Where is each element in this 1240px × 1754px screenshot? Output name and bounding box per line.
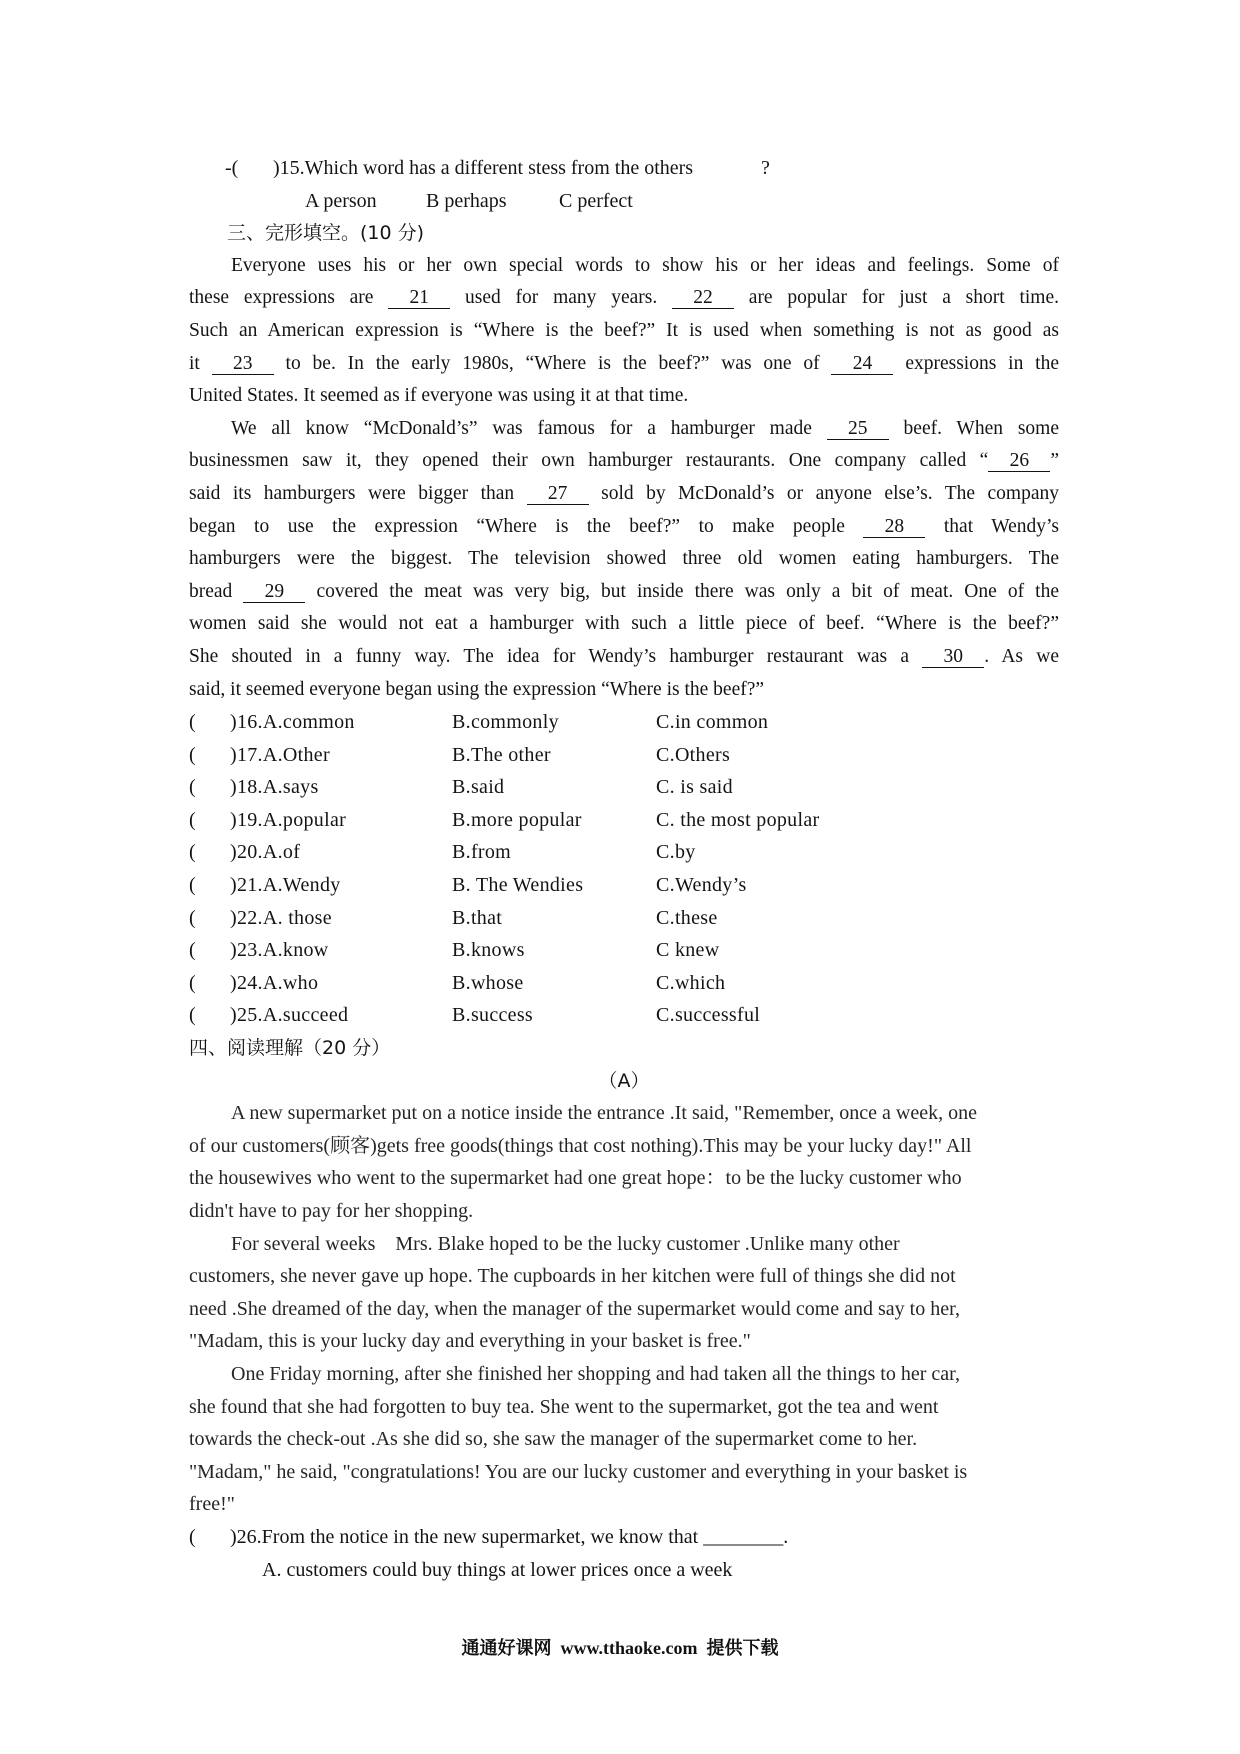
option-a: )18.A.says xyxy=(230,776,319,799)
answer-bracket: ( xyxy=(189,939,196,962)
answer-bracket: -( xyxy=(225,157,239,179)
cloze-text: We all know “McDonald’s” was famous for a hamburger made xyxy=(231,417,827,439)
answer-bracket: ( xyxy=(189,874,196,897)
option-b: B.knows xyxy=(452,939,525,962)
option-a: )16.A.common xyxy=(230,711,355,734)
option-row xyxy=(189,706,1059,739)
cloze-text: She shouted in a funny way. The idea for Wendy’s hamburger restaurant was a xyxy=(189,645,923,667)
reading-line: didn't have to pay for her shopping. xyxy=(189,1200,474,1222)
reading-line: of our customers(顾客)gets free goods(things that cost nothing).This may be your lucky day!" All xyxy=(189,1134,972,1157)
cloze-text: ” xyxy=(1050,450,1059,472)
option-a: )17.A.Other xyxy=(230,743,330,766)
cloze-text: said, it seemed everyone began using the expression “Where is the beef?” xyxy=(189,678,765,700)
answer-bracket: ( xyxy=(189,906,196,929)
reading-line: A new supermarket put on a notice inside the entrance .It said, "Remember, once a week, one xyxy=(231,1102,977,1125)
reading-line: she found that she had forgotten to buy tea. She went to the supermarket, got the tea and went xyxy=(189,1395,939,1418)
option-c: C.successful xyxy=(656,1004,761,1027)
option-c: C.in common xyxy=(656,711,769,734)
cloze-text: began to use the expression “Where is the beef?” to make people xyxy=(189,515,864,537)
option-c: C.by xyxy=(656,841,696,864)
question-15-options xyxy=(189,185,1059,218)
option-row xyxy=(189,934,1059,967)
cloze-text: these expressions are xyxy=(189,287,389,309)
option-row xyxy=(189,836,1059,869)
option-a: )22.A. those xyxy=(230,906,332,929)
option-b: B.more popular xyxy=(452,808,582,831)
cloze-text: . As we xyxy=(984,645,1059,667)
cloze-text: that Wendy’s xyxy=(925,515,1059,537)
reading-line: "Madam, this is your lucky day and everything in your basket is free." xyxy=(189,1330,751,1353)
option-b: B.The other xyxy=(452,743,551,766)
cloze-line xyxy=(189,445,1059,478)
cloze-line xyxy=(189,413,1059,446)
option-c: C. the most popular xyxy=(656,808,820,831)
part-a-label: （A） xyxy=(598,1069,650,1092)
option-b: B perhaps xyxy=(426,189,507,212)
option-row xyxy=(189,967,1059,1000)
cloze-line xyxy=(189,608,1059,641)
option-c: C.Wendy’s xyxy=(656,874,747,897)
reading-line: towards the check-out .As she did so, she saw the manager of the supermarket come to her. xyxy=(189,1428,918,1451)
option-a: )24.A.who xyxy=(230,971,319,994)
option-row xyxy=(189,771,1059,804)
cloze-line xyxy=(189,576,1059,609)
exam-page xyxy=(189,152,1059,1586)
option-b: B.success xyxy=(452,1004,534,1027)
cloze-blank: 29 xyxy=(243,581,305,603)
cloze-text: beef. When some xyxy=(888,417,1059,439)
cloze-line xyxy=(189,348,1059,381)
reading-line: "Madam," he said, "congratulations! You are our lucky customer and everything in your basket is xyxy=(189,1460,968,1483)
reading-passage-a xyxy=(189,1097,1059,1521)
cloze-passage xyxy=(189,250,1059,706)
reading-line: customers, she never gave up hope. The cupboards in her kitchen were full of things she did not xyxy=(189,1265,956,1288)
answer-bracket: ( xyxy=(189,971,196,994)
option-row xyxy=(189,804,1059,837)
answer-bracket: ( xyxy=(189,808,196,831)
question-26-option-a xyxy=(189,1554,1059,1587)
option-a: )25.A.succeed xyxy=(230,1004,349,1027)
option-c: C knew xyxy=(656,939,720,962)
option-a: )23.A.know xyxy=(230,939,329,962)
option-a: A. customers could buy things at lower prices once a week xyxy=(262,1558,733,1581)
cloze-blank: 30 xyxy=(922,646,984,668)
option-row xyxy=(189,999,1059,1032)
reading-line: For several weeks Mrs. Blake hoped to be the lucky customer .Unlike many other xyxy=(231,1232,900,1255)
cloze-text: to be. In the early 1980s, “Where is the beef?” was one of xyxy=(273,352,832,374)
option-b: B.commonly xyxy=(452,711,559,734)
cloze-line xyxy=(189,478,1059,511)
cloze-blank: 21 xyxy=(388,287,450,309)
cloze-text: United States. It seemed as if everyone was using it at that time. xyxy=(189,385,689,407)
cloze-text: are popular for just a short time. xyxy=(734,287,1059,309)
answer-bracket: ( xyxy=(189,776,196,799)
option-c: C.Others xyxy=(656,743,731,766)
cloze-text: businessmen saw it, they opened their own hamburger restaurants. One company called “ xyxy=(189,450,989,472)
cloze-text: bread xyxy=(189,580,244,602)
question-stem: )26.From the notice in the new supermarket, we know that ________. xyxy=(230,1525,789,1548)
cloze-blank: 23 xyxy=(212,353,274,375)
question-26 xyxy=(189,1521,1059,1554)
cloze-blank: 27 xyxy=(527,483,589,505)
question-mark: ? xyxy=(761,157,770,179)
question-stem: )15.Which word has a different stess from the others xyxy=(273,157,694,179)
section-4-title: 四、阅读理解（20 分） xyxy=(189,1037,391,1060)
option-b: B.said xyxy=(452,776,505,799)
option-c: C. is said xyxy=(656,776,733,799)
answer-bracket: ( xyxy=(189,711,196,734)
cloze-blank: 22 xyxy=(672,287,734,309)
cloze-text: sold by McDonald’s or anyone else’s. The company xyxy=(588,482,1060,504)
cloze-text: used for many years. xyxy=(450,287,672,309)
cloze-text: women said she would not eat a hamburger with such a little piece of beef. “Where is the beef?” xyxy=(189,613,1059,635)
footer-source: 通通好课网 www.tthaoke.com 提供下载 xyxy=(461,1638,779,1658)
cloze-line xyxy=(189,543,1059,576)
option-row xyxy=(189,869,1059,902)
section-3-heading xyxy=(189,217,1059,250)
option-b: B.that xyxy=(452,906,503,929)
cloze-blank: 24 xyxy=(831,353,893,375)
answer-bracket: ( xyxy=(189,743,196,766)
reading-line: the housewives who went to the supermarket had one great hope：to be the lucky customer who xyxy=(189,1167,962,1190)
option-b: B.from xyxy=(452,841,512,864)
cloze-text: it xyxy=(189,352,212,374)
cloze-blank: 28 xyxy=(863,516,925,538)
question-15 xyxy=(189,152,1059,185)
cloze-line xyxy=(189,674,1059,707)
answer-bracket: ( xyxy=(189,1004,196,1027)
option-c: C.which xyxy=(656,971,726,994)
cloze-line xyxy=(189,641,1059,674)
cloze-blank: 25 xyxy=(827,418,889,440)
cloze-options xyxy=(189,706,1059,1032)
cloze-text: hamburgers were the biggest. The television showed three old women eating hamburgers. The xyxy=(189,548,1059,570)
section-4-heading xyxy=(189,1032,1059,1065)
option-a: A person xyxy=(305,189,377,212)
option-row xyxy=(189,739,1059,772)
cloze-text: expressions in the xyxy=(893,352,1059,374)
cloze-text: covered the meat was very big, but inside there was only a bit of meat. One of the xyxy=(305,580,1059,602)
option-c: C perfect xyxy=(559,189,633,212)
reading-line: One Friday morning, after she finished her shopping and had taken all the things to her car, xyxy=(231,1362,961,1385)
section-3-title: 三、完形填空。(10 分) xyxy=(227,222,425,245)
cloze-text: said its hamburgers were bigger than xyxy=(189,482,527,504)
cloze-text: Such an American expression is “Where is the beef?” It is used when something is not as good as xyxy=(189,319,1059,341)
option-b: B. The Wendies xyxy=(452,874,584,897)
cloze-line xyxy=(189,380,1059,413)
reading-line: free!" xyxy=(189,1493,235,1516)
option-a: )20.A.of xyxy=(230,841,301,864)
cloze-text: Everyone uses his or her own special words to show his or her ideas and feelings. Some of xyxy=(231,254,1059,276)
reading-line: need .She dreamed of the day, when the manager of the supermarket would come and say to her, xyxy=(189,1297,960,1320)
option-a: )19.A.popular xyxy=(230,808,347,831)
cloze-line xyxy=(189,511,1059,544)
option-b: B.whose xyxy=(452,971,524,994)
answer-bracket: ( xyxy=(189,841,196,864)
cloze-blank: 26 xyxy=(988,450,1050,472)
cloze-line xyxy=(189,250,1059,283)
answer-bracket: ( xyxy=(189,1525,196,1548)
option-c: C.these xyxy=(656,906,718,929)
cloze-line xyxy=(189,315,1059,348)
option-a: )21.A.Wendy xyxy=(230,874,341,897)
cloze-line xyxy=(189,282,1059,315)
option-row xyxy=(189,902,1059,935)
